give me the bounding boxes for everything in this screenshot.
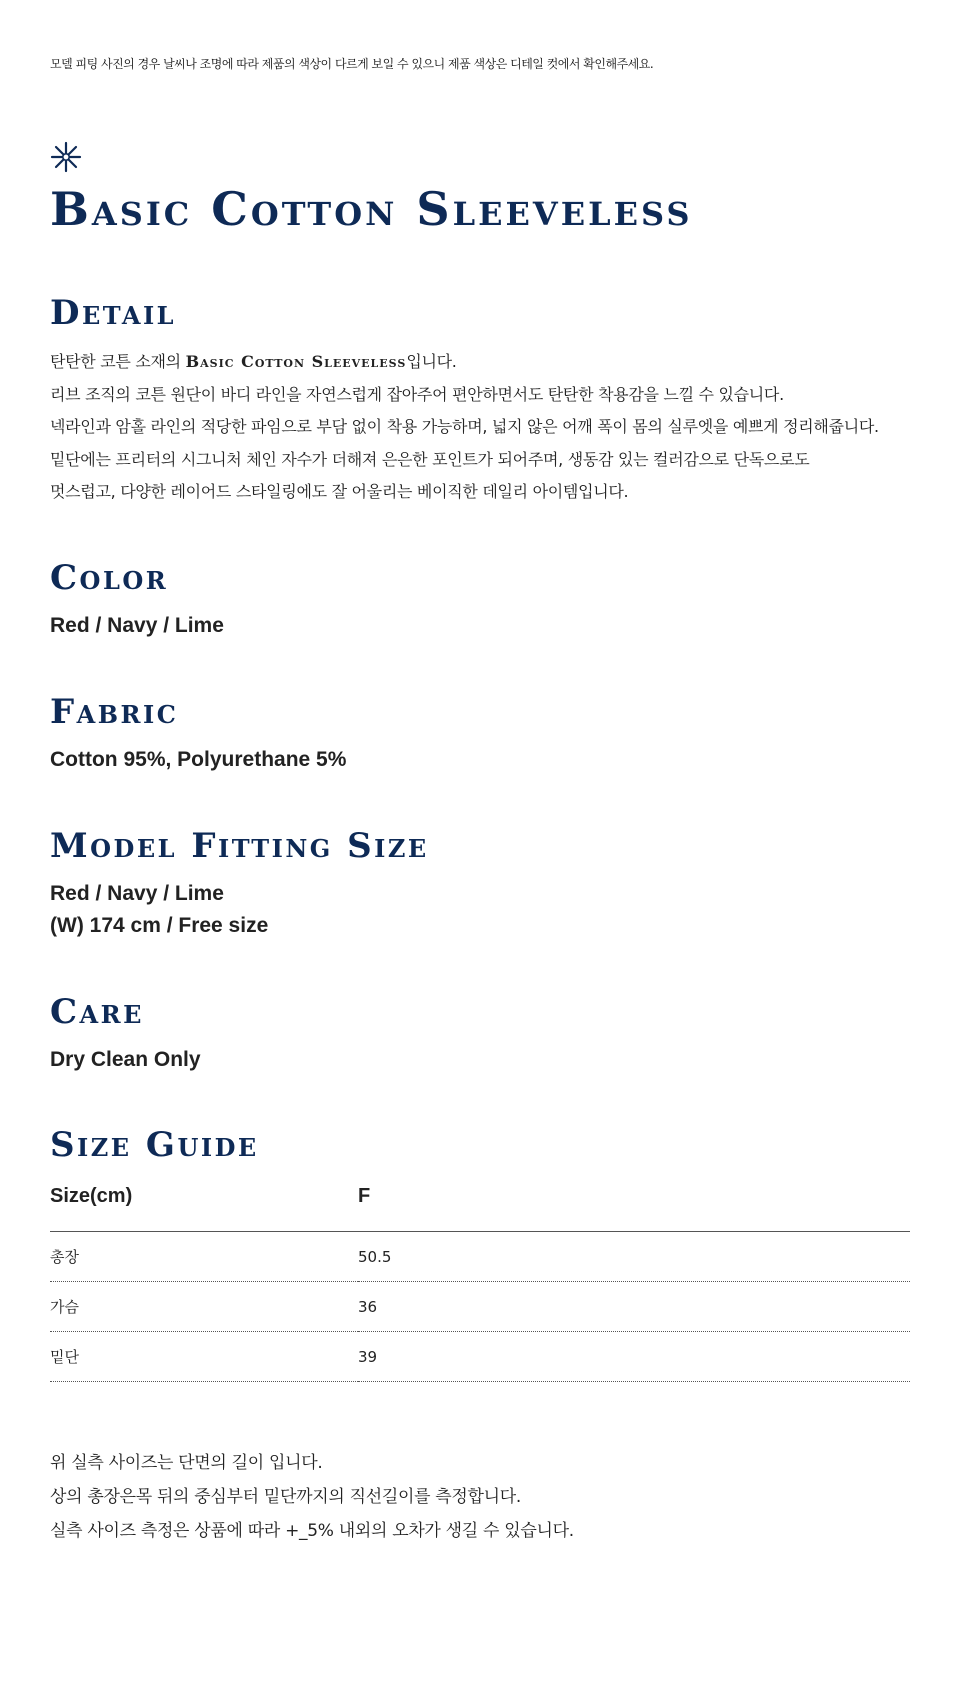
- table-row: [50, 1232, 910, 1282]
- measurement-value: 50.5: [358, 1232, 910, 1282]
- color-notice: 모델 피팅 사진의 경우 날씨나 조명에 따라 제품의 색상이 다르게 보일 수 있으니 제품 색상은 디테일 컷에서 확인해주세요.: [50, 57, 654, 71]
- color-heading: Color: [50, 558, 169, 598]
- size-table: [50, 1185, 910, 1382]
- measurement-label: 밑단: [50, 1332, 358, 1382]
- table-row: [50, 1282, 910, 1332]
- asterisk-flower-icon: [50, 141, 82, 173]
- detail-line-2: 리브 조직의 코튼 원단이 바디 라인을 자연스럽게 잡아주어 편안하면서도 탄탄한 착용감을 느낄 수 있습니다.: [50, 384, 784, 404]
- product-title: Basic Cotton Sleeveless: [50, 182, 693, 236]
- free-size-column-header: F: [358, 1185, 910, 1232]
- model-fitting-colors: Red / Navy / Lime: [50, 882, 224, 905]
- detail-line-3: 넥라인과 암홀 라인의 적당한 파임으로 부담 없이 착용 가능하며, 넓지 않은 어깨 폭이 몸의 실루엣을 예쁘게 정리해줍니다.: [50, 417, 879, 436]
- detail-line-5: 멋스럽고, 다양한 레이어드 스타일링에도 잘 어울리는 베이직한 데일리 아이템입니다.: [50, 482, 629, 501]
- color-value: Red / Navy / Lime: [50, 614, 224, 637]
- care-heading: Care: [50, 992, 144, 1032]
- detail-product-name: Basic Cotton Sleeveless: [185, 352, 407, 371]
- note-line: 상의 총장은목 뒤의 중심부터 밑단까지의 직선길이를 측정합니다.: [50, 1487, 522, 1507]
- table-row: [50, 1332, 910, 1382]
- model-fitting-size: (W) 174 cm / Free size: [50, 914, 269, 937]
- detail-line-1: [50, 346, 910, 379]
- detail-line-1-suffix: 입니다.: [406, 352, 457, 371]
- size-column-header: Size(cm): [50, 1185, 358, 1232]
- measurement-value: 36: [358, 1282, 910, 1332]
- care-value: Dry Clean Only: [50, 1048, 201, 1071]
- measurement-value: 39: [358, 1332, 910, 1382]
- fabric-value: Cotton 95%, Polyurethane 5%: [50, 748, 347, 771]
- detail-description: [50, 346, 910, 509]
- note-line: 실측 사이즈 측정은 상품에 따라 +_5% 내외의 오차가 생길 수 있습니다.: [50, 1521, 574, 1541]
- detail-line-4: 밑단에는 프리터의 시그니처 체인 자수가 더해져 은은한 포인트가 되어주며, 생동감 있는 컬러감으로 단독으로도: [50, 449, 810, 469]
- measurement-notes: [50, 1446, 574, 1548]
- model-fitting-heading: Model Fitting Size: [50, 826, 429, 866]
- fabric-heading: Fabric: [50, 692, 179, 732]
- note-line: 위 실측 사이즈는 단면의 길이 입니다.: [50, 1453, 323, 1473]
- detail-heading: Detail: [50, 293, 177, 333]
- size-guide-heading: Size Guide: [50, 1125, 259, 1165]
- detail-line-1-prefix: 탄탄한 코튼 소재의: [50, 352, 186, 371]
- size-table-header-row: [50, 1185, 910, 1232]
- measurement-label: 가슴: [50, 1282, 358, 1332]
- measurement-label: 총장: [50, 1232, 358, 1282]
